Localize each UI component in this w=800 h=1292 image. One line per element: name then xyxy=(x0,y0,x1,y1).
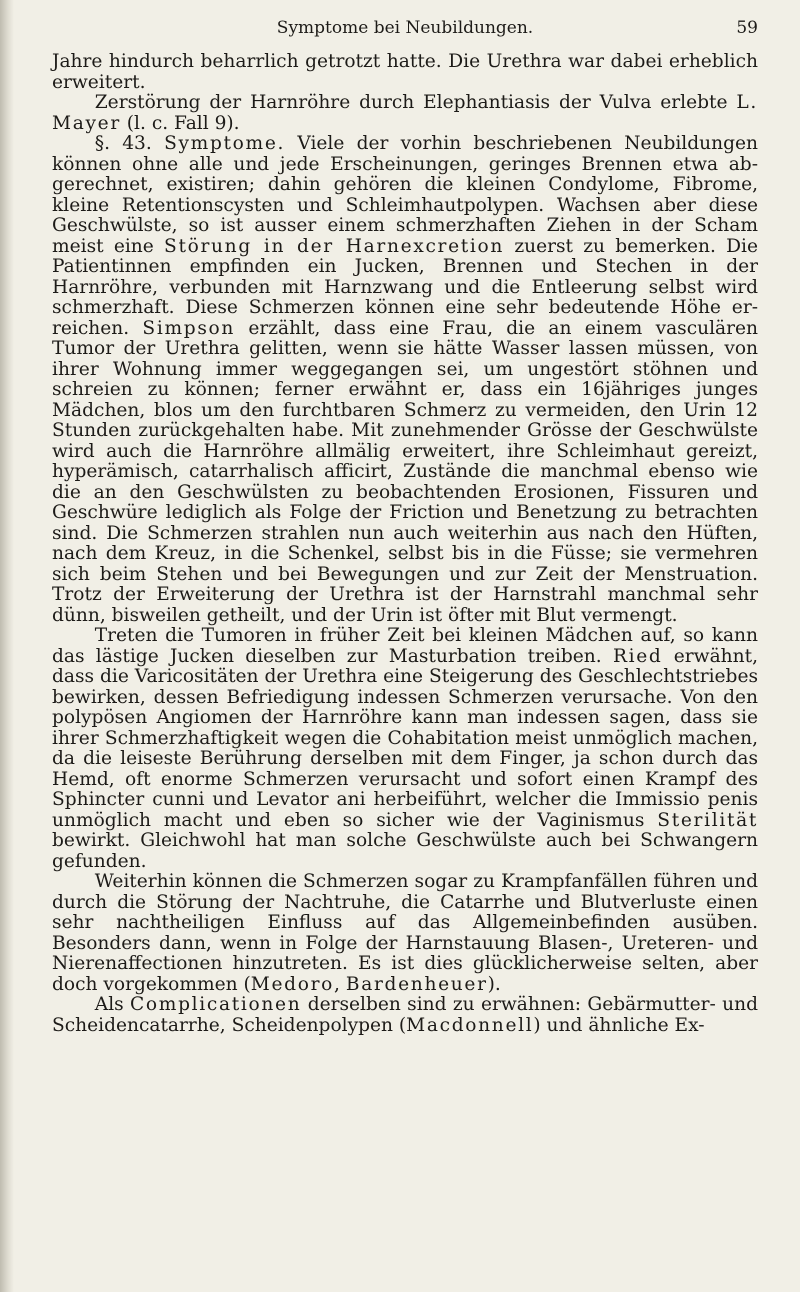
paragraph xyxy=(52,872,758,995)
spaced-emphasis: Bardenheuer xyxy=(345,973,488,995)
spaced-emphasis: Simpson xyxy=(142,317,236,339)
spaced-emphasis: Medoro xyxy=(250,973,335,995)
book-page xyxy=(52,18,758,1036)
text-run: derselben sind zu erwähnen: Gebärmutter- und Scheidencatarrhe, Scheidenpolypen ( xyxy=(52,994,759,1036)
text-run: §. 43. xyxy=(94,133,165,154)
paragraph xyxy=(52,134,758,626)
paragraph xyxy=(52,626,758,872)
text-run: erwähnt, dass die Varicositäten der Urethra eine Steigerung des Geschlechtstriebes bewirken, dessen Befriedigung indessen Schmerzen verursache. Von den polypösen Angiomen der Harnröhre kann man indessen sagen, dass sie ihrer Schmerzhaftigkeit wegen die Cohabitation meist unmöglich machen, da die leiseste Berührung derselben mit dem Finger, ja schon durch das Hemd, oft enorme Schmerzen verursacht und sofort einen Krampf des Sphincter cunni und Levator ani herbeiführt, welcher die Immissio penis unmöglich macht und eben so sicher wie der Vaginismus xyxy=(52,645,758,831)
page-number: 59 xyxy=(736,18,758,38)
text-run: Treten die Tumoren in früher Zeit bei kleinen Mädchen auf, so kann das lästige Jucken dieselben zur Masturbation treiben. xyxy=(52,625,758,667)
spaced-emphasis: Sterilität xyxy=(657,809,758,831)
spaced-emphasis: Macdonnell xyxy=(406,1014,534,1036)
spaced-emphasis: Complicationen xyxy=(130,994,302,1015)
book-binding-shadow xyxy=(0,0,14,1292)
text-run: Viele der vorhin beschriebenen Neubildungen können ohne alle und jede Erscheinungen, geringes Brennen etwa abgerechnet, existiren; dahin gehören die kleinen Condylome, Fibrome, kleine Retentionscysten und Schleimhautpolypen. Wachsen aber diese Geschwülste, so ist ausser einem schmerzhaften Ziehen in der Scham meist eine xyxy=(52,133,758,257)
spaced-emphasis: Störung in der Harnexcretion xyxy=(164,235,505,257)
text-run: Jahre hindurch beharrlich getrotzt hatte. Die Urethra war dabei erheblich erweitert. xyxy=(52,51,758,93)
text-run: Als xyxy=(94,994,131,1015)
text-run: zuerst zu bemerken. Die Patientinnen empfinden ein Jucken, Brennen und Stechen in der Harnröhre, verbunden mit Harnzwang und die Entleerung selbst wird schmerzhaft. Diese Schmerzen können eine sehr bedeutende Höhe erreichen. xyxy=(52,235,758,339)
spaced-emphasis: Ried xyxy=(612,645,663,667)
text-run: bewirkt. Gleichwohl hat man solche Geschwülste auch bei Schwangern gefunden. xyxy=(52,830,758,872)
text-run: ). xyxy=(487,973,501,995)
text-run: ) und ähnliche Ex- xyxy=(533,1014,705,1036)
paragraph xyxy=(52,93,758,134)
spaced-emphasis: L. Mayer xyxy=(52,92,758,134)
text-run: Weiterhin können die Schmerzen sogar zu Krampfanfällen führen und durch die Störung der Nachtruhe, die Catarrhe und Blutverluste einen sehr nachtheiligen Einfluss auf das Allgemeinbefinden ausüben. Besonders dann, wenn in Folge der Harnstauung Blasen-, Ureteren- und Nierenaffectionen hinzutreten. Es ist dies glücklicherweise selten, aber doch vorgekommen ( xyxy=(52,871,758,995)
text-run: erzählt, dass eine Frau, die an einem vasculären Tumor der Urethra gelitten, wenn sie hätte Wasser lassen müssen, von ihrer Wohnung immer weggegangen sei, um ungestört stöhnen und schreien zu können; ferner erwähnt er, dass ein 16jähriges junges Mädchen, blos um den furchtbaren Schmerz zu vermeiden, den Urin 12 Stunden zurückgehalten habe. Mit zunehmender Grösse der Geschwülste wird auch die Harnröhre allmälig erweitert, ihre Schleimhaut gereizt, hyperämisch, catarrhalisch afficirt, Zustände die manchmal ebenso wie die an den Geschwülsten zu beobachtenden Erosionen, Fissuren und Geschwüre lediglich als Folge der Friction und Benetzung zu betrachten sind. Die Schmerzen strahlen nun auch weiterhin aus nach den Hüften, nach dem Kreuz, in die Schenkel, selbst bis in die Füsse; sie vermehren sich beim Stehen und bei Bewegungen und zur Zeit der Menstruation. Trotz der Erweiterung der Urethra ist der Harnstrahl manchmal sehr dünn, bisweilen getheilt, und der Urin ist öfter mit Blut vermengt. xyxy=(52,317,758,626)
text-run: (l. c. Fall 9). xyxy=(120,112,240,134)
running-head xyxy=(52,18,758,44)
body-text xyxy=(52,52,758,1036)
paragraph xyxy=(52,52,758,93)
text-run: , xyxy=(334,973,346,995)
paragraph xyxy=(52,995,758,1036)
running-title: Symptome bei Neubildungen. xyxy=(276,18,534,38)
spaced-emphasis: Symptome. xyxy=(164,133,286,154)
text-run: Zerstörung der Harnröhre durch Elephantiasis der Vulva erlebte xyxy=(94,92,737,113)
